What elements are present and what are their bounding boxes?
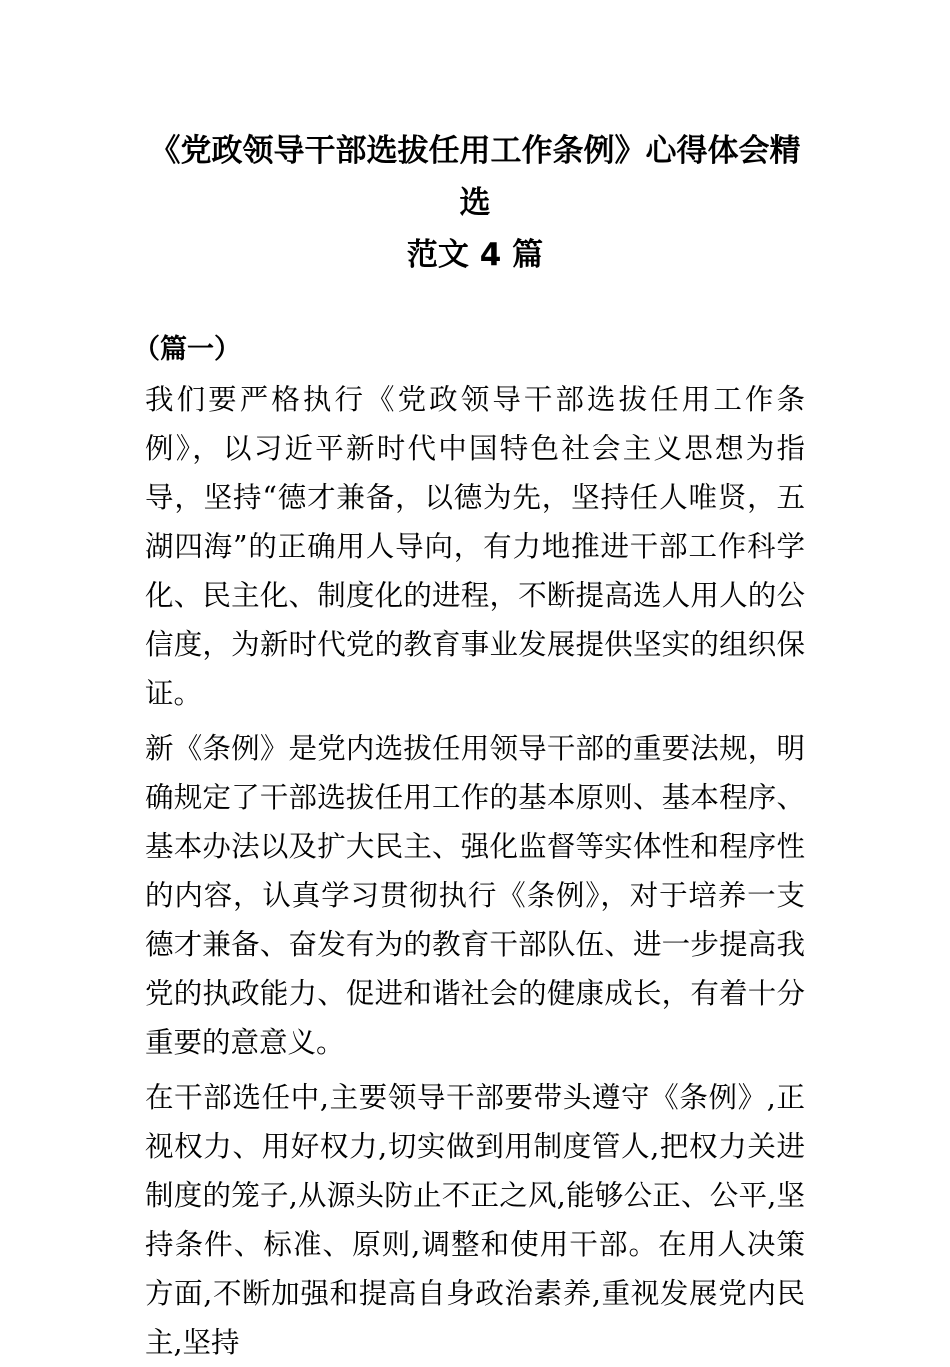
paragraph-3: 在干部选任中,主要领导干部要带头遵守《条例》,正视权力、用好权力,切实做到用制度管人,把权力关进制度的笼子,从源头防止不正之风,能够公正、公平,坚持条件、标准、原则,调整和使用干部。在用人决策方面,不断加强和提高自身政治素养,重视发展党内民主,坚持 (145, 1081, 805, 1359)
document-title (145, 125, 805, 281)
paragraph-1: 我们要严格执行《党政领导干部选拔任用工作条例》，以习近平新时代中国特色社会主义思想为指导，坚持“德才兼备，以德为先，坚持任人唯贤，五湖四海”的正确用人导向，有力地推进干部工作科学化、民主化、制度化的进程，不断提高选人用人的公信度，为新时代党的教育事业发展提供坚实的组织保证。 (145, 383, 805, 710)
paragraph-2: 新《条例》是党内选拔任用领导干部的重要法规，明确规定了干部选拔任用工作的基本原则、基本程序、基本办法以及扩大民主、强化监督等实体性和程序性的内容，认真学习贯彻执行《条例》，对于培养一支德才兼备、奋发有为的教育干部队伍、进一步提高我党的执政能力、促进和谐社会的健康成长，有着十分重要的意意义。 (145, 732, 805, 1059)
section-heading: （篇一） (133, 334, 241, 365)
document-page (133, 125, 805, 1367)
title-line-2: 范文 4 篇 (406, 237, 544, 273)
title-line-1: 《党政领导干部选拔任用工作条例》心得体会精选 (149, 133, 801, 221)
